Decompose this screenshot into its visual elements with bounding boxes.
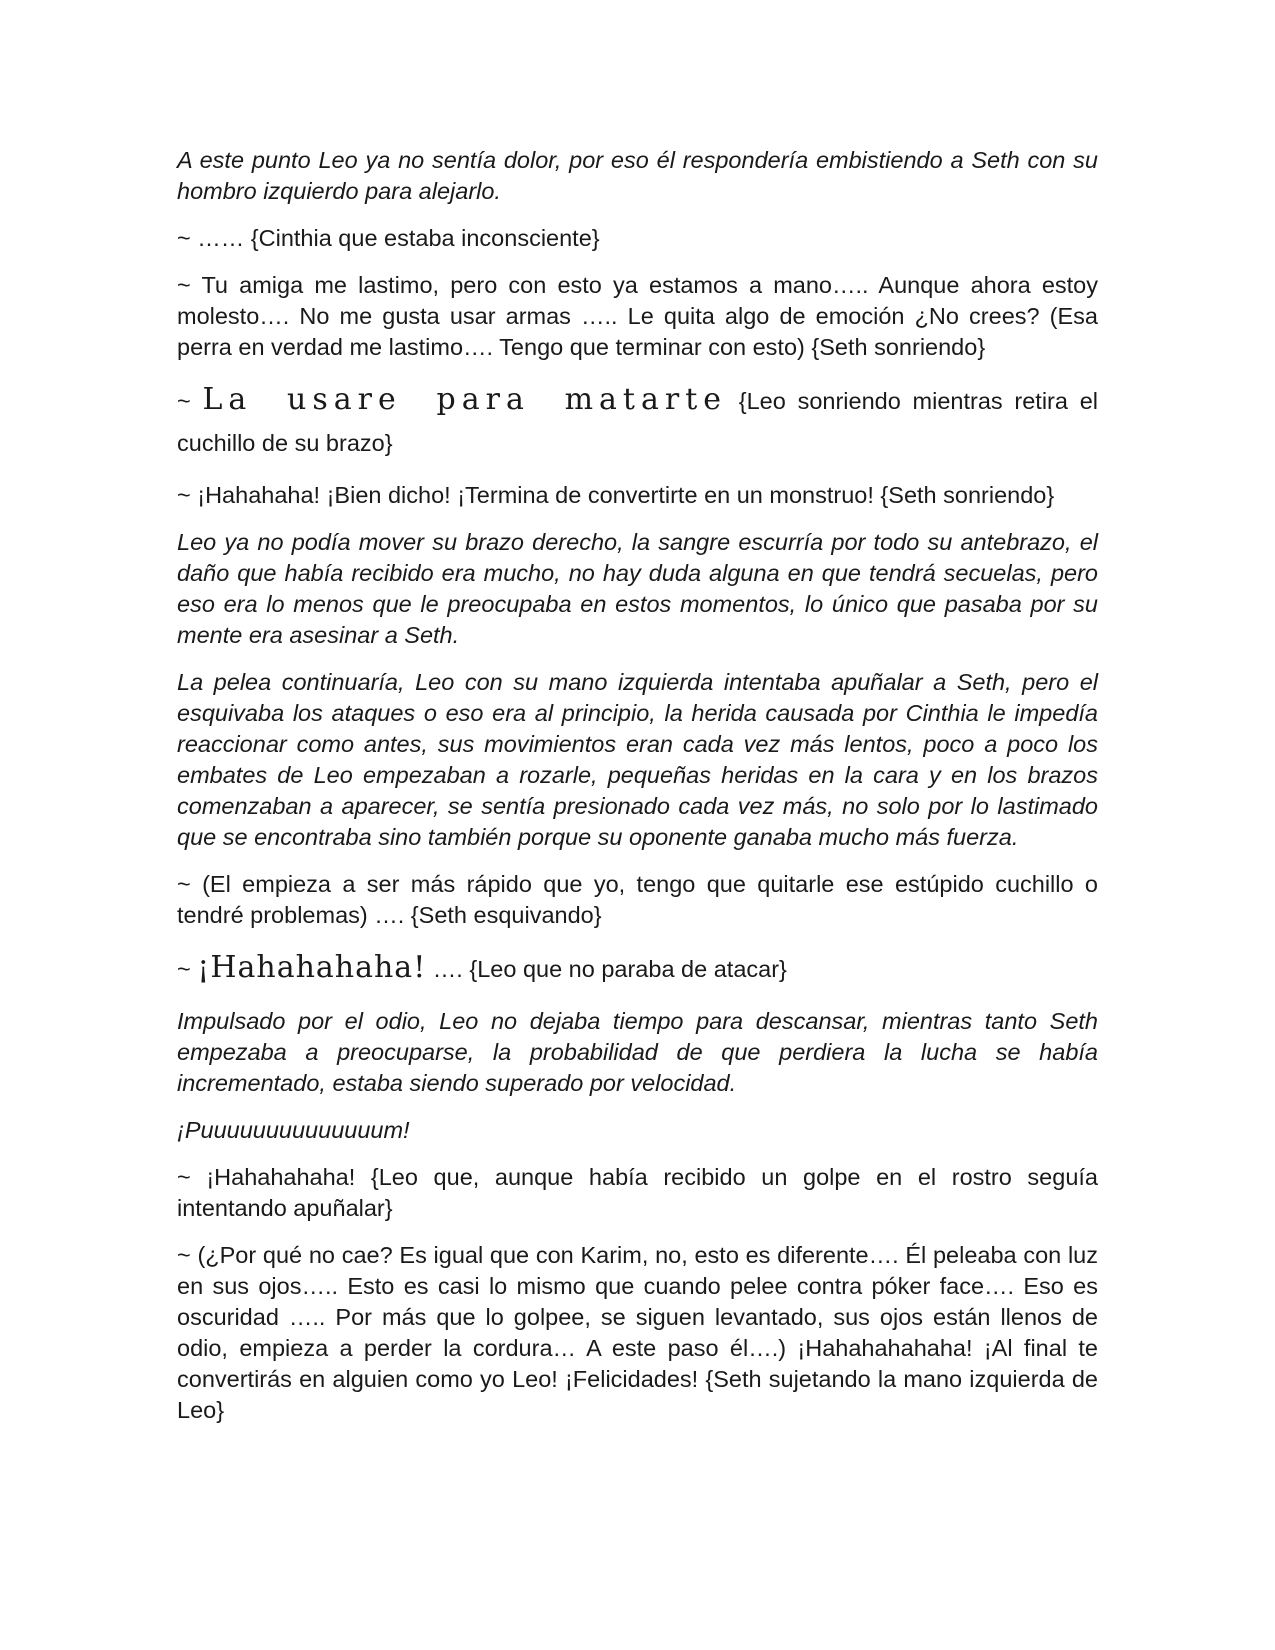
dialogue-paragraph: ~ (El empieza a ser más rápido que yo, tengo que quitarle ese estúpido cuchillo o tendré problemas) …. {Seth esquivando} [177,871,1098,928]
dialogue-marker: ~ [177,388,203,414]
dialogue-paragraph: ~ ¡Hahahaha! ¡Bien dicho! ¡Termina de convertirte en un monstruo! {Seth sonriendo} [177,482,1055,508]
dialogue-paragraph [177,379,1098,464]
dialogue-paragraph [177,947,1098,990]
narration-paragraph: La pelea continuaría, Leo con su mano izquierda intentaba apuñalar a Seth, pero el esquivaba los ataques o eso era al principio, la herida causada por Cinthia le impedía reaccionar como antes, sus movimientos eran cada vez más lentos, poco a poco los embates de Leo empezaban a rozarle, pequeñas heridas en la cara y en los brazos comenzaban a aparecer, se sentía presionado cada vez más, no solo por lo lastimado que se encontraba sino también porque su oponente ganaba mucho más fuerza. [177,669,1098,850]
narration-paragraph: Leo ya no podía mover su brazo derecho, la sangre escurría por todo su antebrazo, el daño que había recibido era mucho, no hay duda alguna en que tendrá secuelas, pero eso era lo menos que le preocupaba en estos momentos, lo único que pasaba por su mente era asesinar a Seth. [177,529,1098,648]
dialogue-paragraph: ~ Tu amiga me lastimo, pero con esto ya estamos a mano….. Aunque ahora estoy molesto…. No me gusta usar armas ….. Le quita algo de emoción ¿No crees? (Esa perra en verdad me lastimo…. Tengo que terminar con esto) {Seth sonriendo} [177,272,1098,360]
dialogue-paragraph: ~ ¡Hahahahaha! {Leo que, aunque había recibido un golpe en el rostro seguía intentando apuñalar} [177,1164,1098,1221]
dialogue-paragraph: ~ (¿Por qué no cae? Es igual que con Karim, no, esto es diferente…. Él peleaba con luz en sus ojos….. Esto es casi lo mismo que cuando pelee contra póker face…. Eso es oscuridad ….. Por más que lo golpee, se siguen levantado, sus ojos están llenos de odio, empieza a perder la cordura… A este paso él….) ¡Hahahahahaha! ¡Al final te convertirás en alguien como yo Leo! ¡Felicidades! {Seth sujetando la mano izquierda de Leo} [177,1242,1098,1423]
dialogue-text: {Leo sonriendo mientras retira el cuchillo de su brazo} [177,388,1098,456]
narration-paragraph: Impulsado por el odio, Leo no dejaba tiempo para descansar, mientras tanto Seth empezaba a preocuparse, la probabilidad de que perdiera la lucha se había incrementado, estaba siendo superado por velocidad. [177,1008,1098,1096]
dialogue-paragraph: ~ …… {Cinthia que estaba inconsciente} [177,225,600,251]
narration-paragraph: A este punto Leo ya no sentía dolor, por eso él respondería embistiendo a Seth con su hombro izquierdo para alejarlo. [177,147,1098,204]
stylized-shout-text: La usare para matarte [202,382,728,417]
dialogue-marker: ~ [177,956,198,982]
sound-effect: ¡Puuuuuuuuuuuuuum! [177,1117,410,1143]
dialogue-text: …. {Leo que no paraba de atacar} [426,956,787,982]
document-page [177,145,1098,1442]
stylized-laugh-text: ¡Hahahahaha! [197,950,427,985]
